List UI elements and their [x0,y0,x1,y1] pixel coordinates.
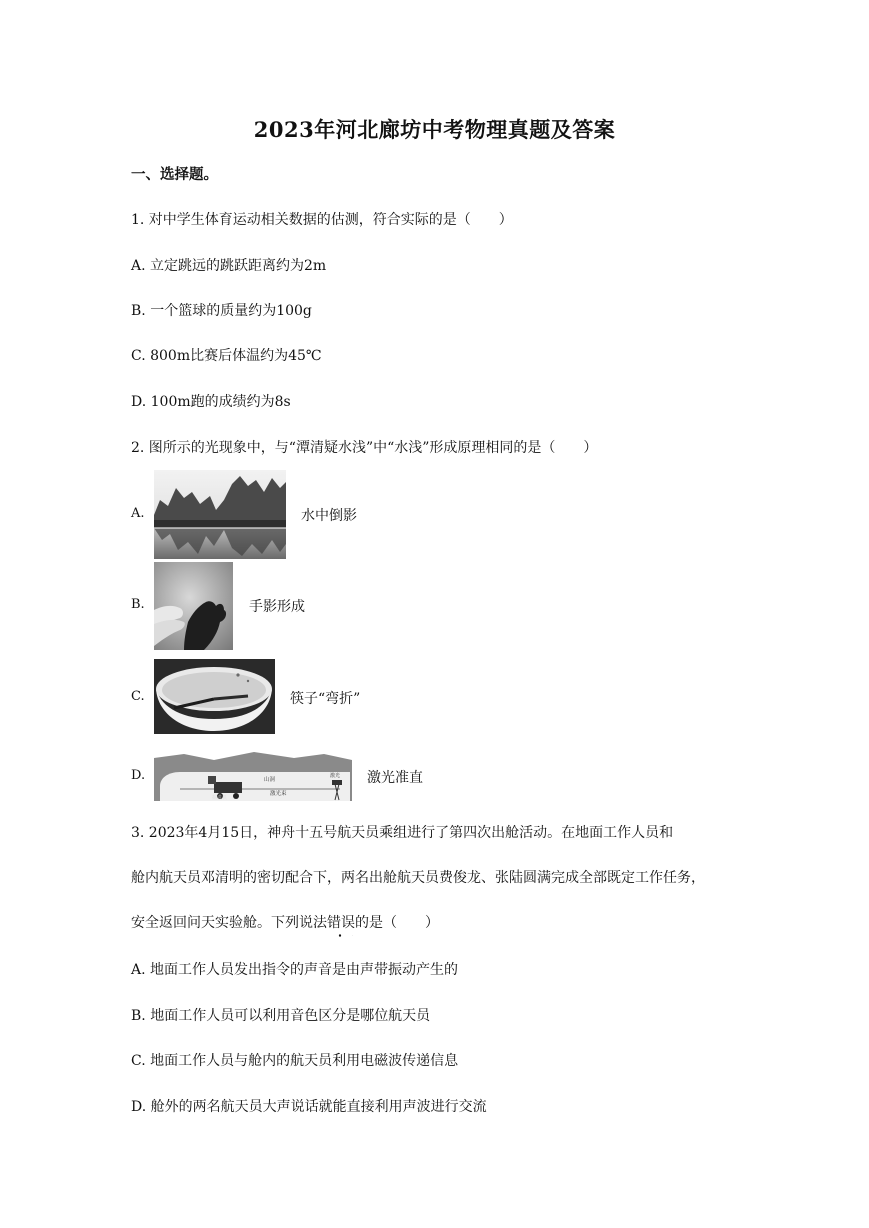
q3-option-a: A. 地面工作人员发出指令的声音是由声带振动产生的 [131,962,459,978]
q1-option-c: C. 800m比赛后体温约为45℃ [131,348,322,364]
q1-option-a: A. 立定跳远的跳跃距离约为2m [131,258,327,274]
section-heading: 一、选择题。 [131,166,218,183]
label-laser-beam: 激光束 [270,791,287,797]
q3-line3-pre: 安全返回问天实验舱。下列说法 [131,915,327,931]
reflection-photo [154,470,286,559]
label-laser-device: 激光 [330,773,341,779]
hand-shadow-photo [154,562,233,650]
q2-option-c-caption: 筷子“弯折” [290,691,361,707]
q1-option-b: B. 一个篮球的质量约为100g [131,303,312,319]
q1-option-d: D. 100m跑的成绩约为8s [131,394,291,410]
q2-option-d-letter: D. [131,768,146,783]
q2-option-c-letter: C. [131,689,145,704]
q3-line3-post: 的是（ ） [355,915,439,931]
chopstick-bowl-photo [154,659,275,734]
laser-tunnel-diagram [154,752,352,801]
label-shan: 山洞 [264,777,276,783]
q2-option-a-letter: A. [131,506,145,521]
q3-option-d: D. 舱外的两名航天员大声说话就能直接利用声波进行交流 [131,1099,487,1115]
q2-option-a-caption: 水中倒影 [301,508,357,524]
q2-option-d-caption: 激光准直 [367,770,423,786]
label-tunnel-machine: 掘进机 [212,795,228,801]
page-title: 2023年河北廊坊中考物理真题及答案 [253,117,616,142]
q2-stem: 2. 图所示的光现象中，与“潭清疑水浅”中“水浅”形成原理相同的是（ ） [131,440,598,456]
q2-option-b-caption: 手影形成 [249,599,305,615]
q3-stem-line1: 3. 2023年4月15日，神舟十五号航天员乘组进行了第四次出舱活动。在地面工作人员和 [131,825,674,841]
q3-option-b: B. 地面工作人员可以利用音色区分是哪位航天员 [131,1008,431,1024]
q2-option-b-letter: B. [131,597,145,612]
q3-option-c: C. 地面工作人员与舱内的航天员利用电磁波传递信息 [131,1053,459,1069]
q3-stem-line3 [131,912,439,932]
q3-stem-line2: 舱内航天员邓清明的密切配合下，两名出舱航天员费俊龙、张陆圆满完成全部既定工作任务， [131,870,705,886]
q3-emphasis-word: 错误 [327,912,355,932]
q1-stem: 1. 对中学生体育运动相关数据的估测，符合实际的是（ ） [131,212,513,228]
